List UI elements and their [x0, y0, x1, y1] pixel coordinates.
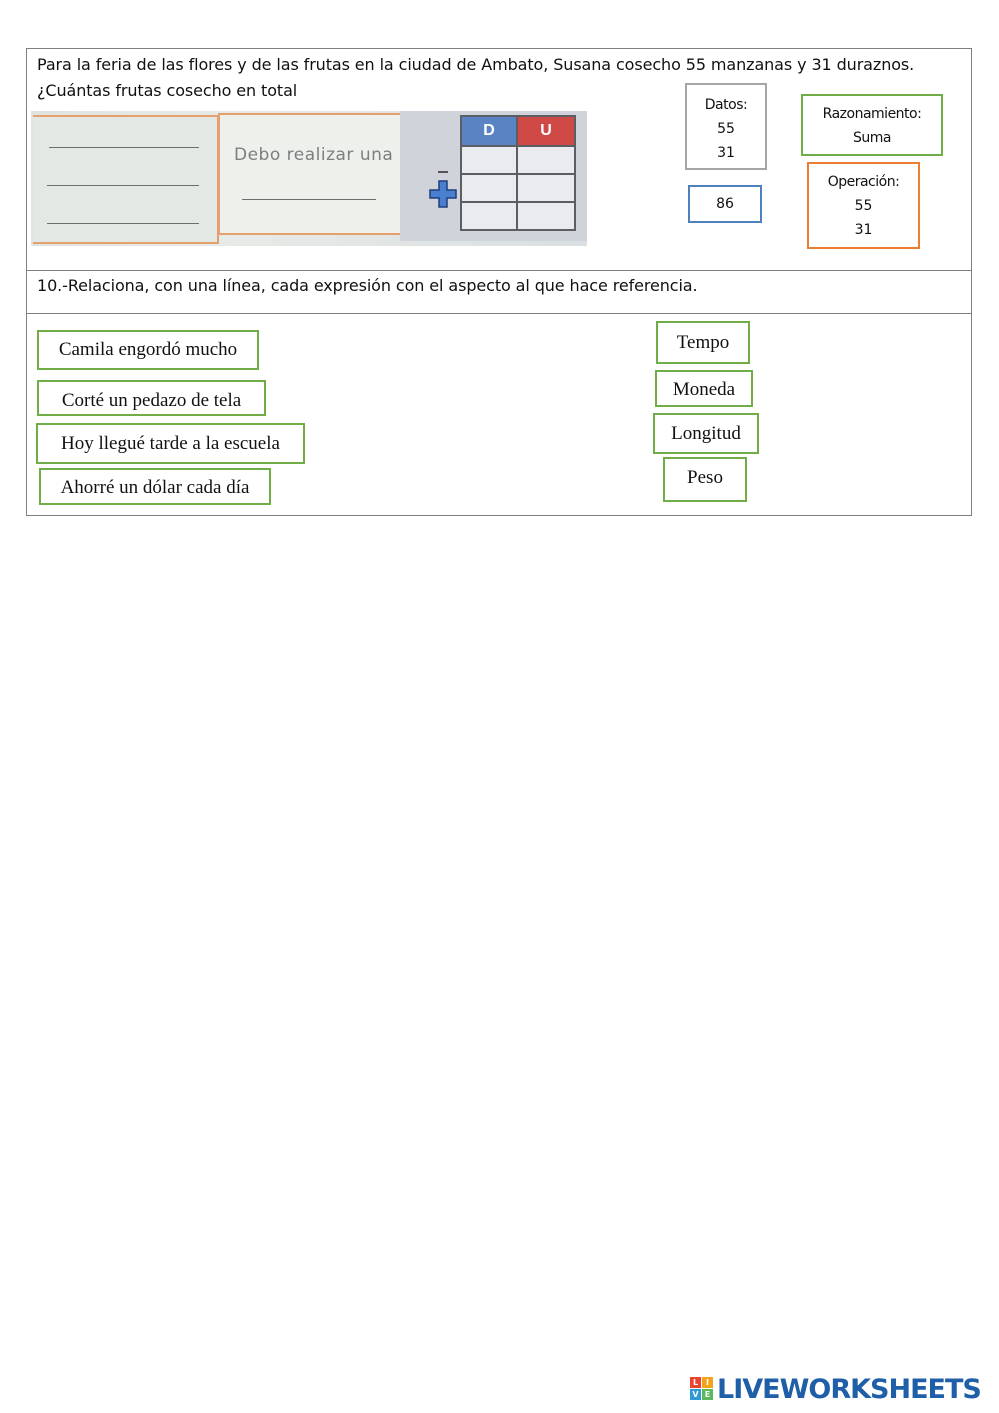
tens-header: D: [462, 117, 516, 145]
row-divider: [27, 313, 971, 314]
operation-prompt-panel: [218, 113, 402, 235]
operacion-label: Operación:: [827, 174, 900, 190]
units-header: U: [518, 117, 574, 145]
place-value-grid: [460, 115, 576, 231]
razonamiento-value: Suma: [853, 130, 891, 146]
expression-item[interactable]: Camila engordó mucho: [37, 330, 259, 370]
textbook-photo: [31, 111, 587, 246]
worksheet-table: [26, 48, 972, 516]
liveworksheets-wordmark: LIVEWORKSHEETS: [717, 1373, 981, 1405]
operacion-value-2: 31: [854, 222, 873, 238]
datos-value-2: 31: [717, 145, 735, 161]
problem-question: ¿Cuántas frutas cosecho en total: [37, 81, 298, 100]
operation-prompt-text: Debo realizar una: [234, 145, 394, 165]
operacion-box: [807, 162, 920, 249]
answer-lines-panel: [33, 115, 219, 244]
problem-statement: Para la feria de las flores y de las frutas en la ciudad de Ambato, Susana cosecho 55 manzanas y 31 duraznos.: [37, 55, 915, 74]
expression-item[interactable]: Ahorré un dólar cada día: [39, 468, 271, 505]
aspect-item[interactable]: Tempo: [656, 321, 750, 364]
answer-field[interactable]: 86: [688, 185, 762, 223]
question-10-instruction: 10.-Relaciona, con una línea, cada expresión con el aspecto al que hace referencia.: [37, 276, 698, 295]
expression-item[interactable]: Hoy llegué tarde a la escuela: [36, 423, 305, 464]
row-divider: [27, 270, 971, 271]
aspect-item[interactable]: Moneda: [655, 370, 753, 407]
liveworksheets-brand: [690, 1373, 981, 1405]
datos-value-1: 55: [717, 121, 735, 137]
expression-item[interactable]: Corté un pedazo de tela: [37, 380, 266, 416]
razonamiento-box: [801, 94, 943, 156]
minus-icon: [438, 171, 448, 173]
aspect-item[interactable]: Longitud: [653, 413, 759, 454]
plus-icon: [428, 179, 458, 209]
place-value-panel: [400, 111, 587, 241]
aspect-item[interactable]: Peso: [663, 457, 747, 502]
datos-box: [685, 83, 767, 170]
datos-label: Datos:: [704, 97, 748, 113]
operacion-value-1: 55: [854, 198, 873, 214]
razonamiento-label: Razonamiento:: [822, 106, 922, 122]
liveworksheets-logo-icon: L I V E: [690, 1377, 714, 1401]
